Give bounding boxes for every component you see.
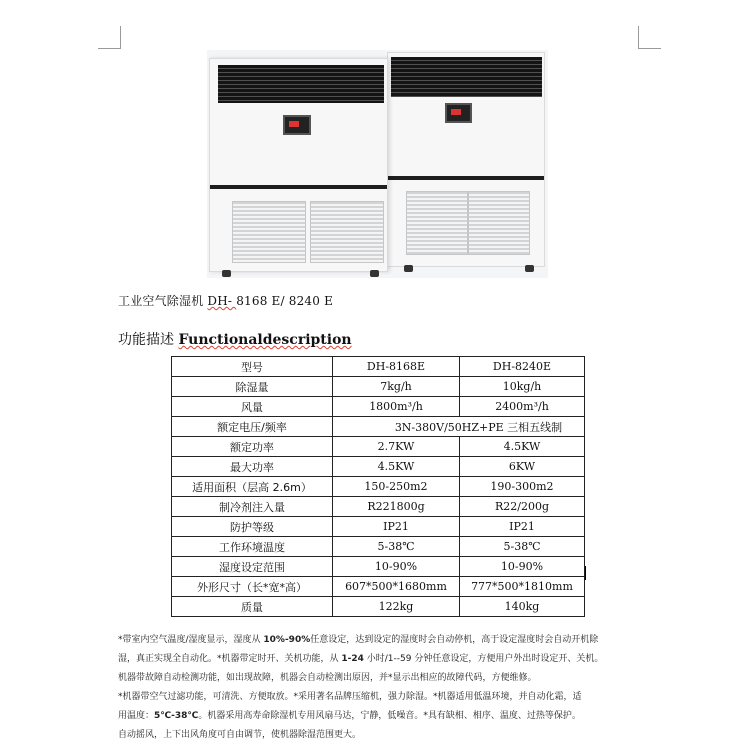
control-panel-display xyxy=(283,115,311,135)
air-intake-vent xyxy=(406,191,468,255)
air-intake-vent xyxy=(468,191,530,255)
unit-divider-band xyxy=(388,176,544,180)
note-line xyxy=(118,688,648,707)
spec-value-cell: 122kg xyxy=(333,597,460,617)
spec-name-cell: 质量 xyxy=(172,597,333,617)
page-corner-mark-top-left xyxy=(98,26,121,49)
spec-value-cell: 140kg xyxy=(460,597,585,617)
model-numbers: 8168 E/ 8240 E xyxy=(236,294,334,308)
dehumidifier-unit-8168 xyxy=(209,58,388,272)
spec-name-cell: 制冷剂注入量 xyxy=(172,497,333,517)
spec-value-cell: IP21 xyxy=(460,517,585,537)
note-line xyxy=(118,726,648,745)
dehumidifier-unit-8240 xyxy=(387,52,545,267)
spec-value-cell: 10-90% xyxy=(460,557,585,577)
section-heading-en: Functionaldescription xyxy=(178,332,352,348)
table-row xyxy=(172,537,585,557)
spec-value-cell: 2400m³/h xyxy=(460,397,585,417)
spec-name-cell: 最大功率 xyxy=(172,457,333,477)
table-row xyxy=(172,577,585,597)
spec-name-cell: 额定功率 xyxy=(172,437,333,457)
caster-wheel xyxy=(222,270,231,277)
spec-name-cell: 工作环境温度 xyxy=(172,537,333,557)
table-row xyxy=(172,477,585,497)
spec-value-cell: 10-90% xyxy=(333,557,460,577)
spec-name-cell: 额定电压/频率 xyxy=(172,417,333,437)
table-row xyxy=(172,497,585,517)
spec-value-cell: 190-300m2 xyxy=(460,477,585,497)
spec-value-cell-merged: 3N-380V/50HZ+PE 三相五线制 xyxy=(333,417,585,437)
note-text: 。机器采用高寿命除湿机专用风扇马达，宁静，低噪音。*具有缺相、相序、温度、过热等保护。 xyxy=(198,711,581,721)
note-emphasis: 1-24 xyxy=(341,654,364,664)
note-text: 机器带故障自动检测功能，如出现故障，机器会自动检测出原因，并*显示出相应的故障代码，方便维修。 xyxy=(118,673,537,683)
caster-wheel xyxy=(370,270,379,277)
spec-value-cell: IP21 xyxy=(333,517,460,537)
spec-value-cell: 777*500*1810mm xyxy=(460,577,585,597)
spec-name-cell: 外形尺寸（长*宽*高） xyxy=(172,577,333,597)
air-outlet-grille xyxy=(218,65,384,103)
table-header-cell: 型号 xyxy=(172,357,333,377)
spec-name-cell: 防护等级 xyxy=(172,517,333,537)
note-text: 湿，真正实现全自动化。*机器带定时开、关机功能，从 xyxy=(118,654,342,664)
caster-wheel xyxy=(525,265,534,272)
table-header-row xyxy=(172,357,585,377)
section-heading-cn: 功能描述 xyxy=(118,332,179,348)
note-text: 小时/1--59 分钟任意设定，方便用户外出时设定开、关机。 xyxy=(363,654,604,664)
product-name: 工业空气除湿机 xyxy=(118,294,208,308)
spec-value-cell: 5-38℃ xyxy=(333,537,460,557)
spec-value-cell: 10kg/h xyxy=(460,377,585,397)
caster-wheel xyxy=(404,265,413,272)
spec-name-cell: 适用面积（层高 2.6m） xyxy=(172,477,333,497)
feature-notes xyxy=(118,631,648,745)
note-text: *带室内空气温度/湿度显示，湿度从 xyxy=(118,635,264,645)
note-line xyxy=(118,631,648,650)
unit-divider-band xyxy=(210,185,387,189)
spec-value-cell: 607*500*1680mm xyxy=(333,577,460,597)
spec-name-cell: 湿度设定范围 xyxy=(172,557,333,577)
spec-value-cell: R22/200g xyxy=(460,497,585,517)
note-emphasis: 10%-90% xyxy=(263,635,311,645)
spec-value-cell: 1800m³/h xyxy=(333,397,460,417)
table-row xyxy=(172,517,585,537)
note-text: 自动摇风，上下出风角度可自由调节，使机器除湿范围更大。 xyxy=(118,730,362,740)
air-intake-vent xyxy=(232,201,306,263)
note-text: 任意设定，达到设定的湿度时会自动停机，高于设定湿度时会自动开机除 xyxy=(310,635,599,645)
spec-value-cell: 4.5KW xyxy=(460,437,585,457)
table-row xyxy=(172,377,585,397)
text-cursor xyxy=(585,566,586,580)
table-row xyxy=(172,457,585,477)
note-emphasis: 5℃-38℃ xyxy=(154,711,199,721)
note-text: 用温度： xyxy=(118,711,155,721)
note-line xyxy=(118,707,648,726)
table-row xyxy=(172,417,585,437)
spec-table xyxy=(171,356,585,617)
air-outlet-grille xyxy=(391,57,542,97)
table-header-cell: DH-8240E xyxy=(460,357,585,377)
table-row xyxy=(172,437,585,457)
model-prefix: DH- xyxy=(207,294,237,308)
section-heading xyxy=(118,329,352,349)
spec-value-cell: R221800g xyxy=(333,497,460,517)
table-row xyxy=(172,597,585,617)
table-row xyxy=(172,557,585,577)
spec-value-cell: 7kg/h xyxy=(333,377,460,397)
note-line xyxy=(118,650,648,669)
product-model-title xyxy=(118,292,333,309)
spec-name-cell: 除湿量 xyxy=(172,377,333,397)
product-photo xyxy=(207,50,548,278)
note-line xyxy=(118,669,648,688)
spec-value-cell: 4.5KW xyxy=(333,457,460,477)
spec-name-cell: 风量 xyxy=(172,397,333,417)
spec-value-cell: 6KW xyxy=(460,457,585,477)
page-corner-mark-top-right xyxy=(638,26,661,49)
spec-value-cell: 150-250m2 xyxy=(333,477,460,497)
note-text: *机器带空气过滤功能，可清洗、方便取放。*采用著名品牌压缩机，强力除湿。*机器适用低温环境，并自动化霜，适 xyxy=(118,692,582,702)
air-intake-vent xyxy=(310,201,384,263)
control-panel-display xyxy=(445,103,472,123)
spec-value-cell: 2.7KW xyxy=(333,437,460,457)
spec-value-cell: 5-38℃ xyxy=(460,537,585,557)
table-row xyxy=(172,397,585,417)
table-header-cell: DH-8168E xyxy=(333,357,460,377)
